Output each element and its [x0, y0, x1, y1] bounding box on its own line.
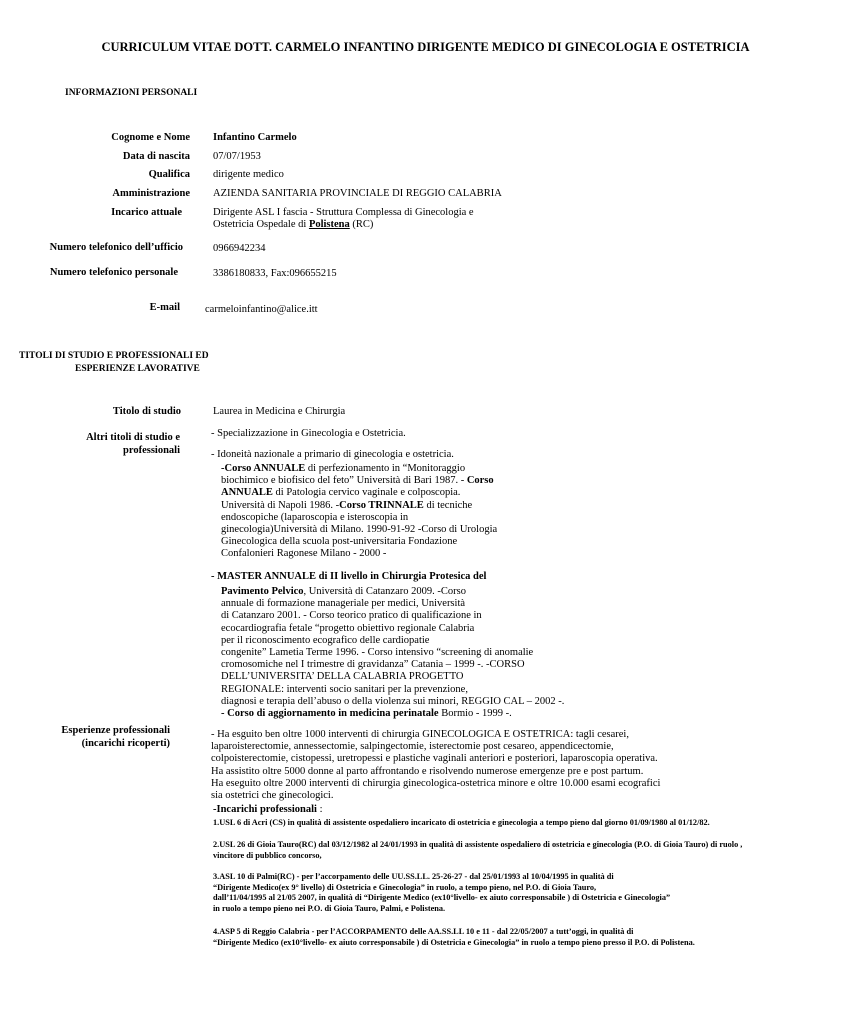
master-line: REGIONALE: interventi socio sanitari per la prevenzione, — [221, 683, 468, 695]
dob-label: Data di nascita — [122, 151, 190, 162]
office-phone-label: Numero telefonico dell’ufficio — [49, 242, 183, 253]
qualification-label: Qualifica — [148, 169, 190, 180]
course-line — [221, 463, 497, 475]
other-titles-label — [0, 431, 180, 457]
experience-line: sia ostetrici che ginecologici. — [211, 790, 334, 802]
office-phone-value: 0966942234 — [213, 243, 266, 254]
section-titles-line-2: ESPERIENZE LAVORATIVE — [75, 364, 200, 374]
course-title: Corso TRINNALE — [339, 499, 424, 511]
role-4-line: 4.ASP 5 di Reggio Calabria - per l’ACCORPAMENTO delle AA.SS.LL 10 e 11 - dal 22/05/2007 a tutt’oggi, in qualità di — [213, 927, 634, 936]
master-line — [221, 708, 564, 720]
perinatal-course-text: Bormio - 1999 -. — [438, 708, 512, 720]
dob-value: 07/07/1953 — [213, 151, 261, 162]
master-line: annuale di formazione manageriale per medici, Università — [221, 598, 466, 610]
course-line: Confalonieri Ragonese Milano - 2000 - — [221, 548, 387, 560]
master-line: per il riconoscimento ecografico delle cardiopatie — [221, 634, 430, 646]
section-titles-line-1: TITOLI DI STUDIO E PROFESSIONALI ED — [19, 351, 209, 361]
master-text: , Università di Catanzaro 2009. -Corso — [303, 586, 466, 597]
experience-line: Ha assistito oltre 5000 donne al parto affrontando e risolvendo numerose emergenze pre e post partum. — [211, 765, 644, 777]
experience-line: laparoisterectomie, annessectomie, salpingectomie, isterectomie post cesareo, appendicectomie, — [211, 741, 614, 753]
degree-label: Titolo di studio — [112, 406, 181, 417]
qualification-value: dirigente medico — [213, 169, 284, 180]
surname-label: Cognome e Nome — [111, 132, 190, 143]
current-role-value — [213, 207, 474, 231]
experience-line: colpoisterectomie, cistopessi, uretropessi e plastiche vaginali anteriori e posteriori, laparoscopia operativa. — [211, 753, 658, 765]
master-line — [221, 586, 564, 598]
course-line: Ginecologica della scuola post-universitaria Fondazione — [221, 536, 458, 548]
role-3-line: in ruolo a tempo pieno nei P.O. di Gioia Tauro, Palmi, e Polistena. — [213, 903, 446, 913]
master-line: di Catanzaro 2001. - Corso teorico pratico di qualificazione in — [221, 610, 482, 622]
experience-line: - Ha esguito ben oltre 1000 interventi di chirurgia GINECOLOGICA E OSTETRICA: tagli cesarei, — [211, 729, 629, 740]
master-line: diagnosi e terapia dell’abuso o della violenza sui minori, REGGIO CAL – 2002 -. — [221, 695, 565, 707]
hospital-name: Polistena — [308, 219, 350, 231]
current-role-line-1: Dirigente ASL I fascia - Struttura Complessa di Ginecologia e — [213, 207, 474, 218]
roles-heading-colon: : — [316, 804, 323, 815]
course-line: ginecologia)Università di Milano. 1990-91-92 -Corso di Urologia — [221, 524, 498, 536]
role-3-line: dall’11/04/1995 al 21/05 2007, in qualità di “Dirigente Medico (ex10°livello- ex aiuto corresponsabile ) di Ostetricia e Ginecologia” — [213, 893, 671, 903]
role-3 — [213, 872, 670, 914]
role-4-line: “Dirigente Medico (ex10°livello- ex aiuto corresponsabile ) di Ostetricia e Ginecologia” in ruolo a tempo pieno presso il P.O. di Polistena. — [213, 937, 695, 947]
course-text: di tecniche — [423, 499, 473, 511]
personal-phone-value: 3386180833, Fax:096655215 — [213, 268, 337, 279]
personal-phone-label: Numero telefonico personale — [49, 267, 178, 278]
master-line: congenite” Lametia Terme 1996. - Corso intensivo “screening di anomalie — [221, 647, 534, 659]
experience-label — [0, 724, 170, 750]
role-3-line: 3.ASL 10 di Palmi(RC) - per l’accorpamento delle UU.SS.LL. 25-26-27 - dal 25/01/1993 al 10/04/1995 in qualità di — [213, 872, 614, 881]
experience-line: Ha eseguito oltre 2000 interventi di chirurgia ginecologica-ostetrica minore e oltre 10.000 esami ecografici — [211, 777, 661, 789]
role-4 — [213, 927, 695, 948]
course-title: Corso — [466, 475, 494, 487]
role-2-line: 2.USL 26 di Gioia Tauro(RC) dal 03/12/1982 al 24/01/1993 in qualità di assistente ospedaliero di ostetricia e ginecologia (P.O. di Gioia Tauro) di ruolo , — [213, 840, 743, 849]
current-role-label: Incarico attuale — [111, 207, 182, 218]
perinatal-course-title: - Corso di aggiornamento in medicina perinatale — [221, 708, 439, 720]
roles-heading-text: -Incarichi professionali — [213, 804, 317, 815]
document-title: CURRICULUM VITAE DOTT. CARMELO INFANTINO DIRIGENTE MEDICO DI GINECOLOGIA E OSTETRICIA — [101, 40, 750, 54]
course-text: di perfezionamento in “Monitoraggio — [305, 463, 466, 474]
specialization: - Specializzazione in Ginecologia e Ostetricia. — [211, 428, 406, 439]
course-line — [221, 500, 497, 512]
role-2-line: vincitore di pubblico concorso, — [213, 850, 322, 860]
experience-label-line-2: (incarichi ricoperti) — [81, 738, 170, 749]
surname-value: Infantino Carmelo — [213, 132, 297, 143]
role-text-suffix: (RC) — [349, 219, 374, 231]
master-line: DELL’UNIVERSITA’ DELLA CALABRIA PROGETTO — [221, 671, 464, 683]
other-titles-label-line-2: professionali — [123, 445, 180, 456]
experience-label-line-1: Esperienze professionali — [61, 725, 170, 736]
master-line-1: - MASTER ANNUALE di II livello in Chirurgia Protesica del — [211, 571, 487, 582]
course-text: Università di Napoli 1986. - — [221, 499, 340, 511]
current-role-line-2 — [213, 219, 474, 231]
master-block — [221, 586, 564, 720]
other-titles-label-line-1: Altri titoli di studio e — [86, 432, 180, 443]
course-line: endoscopiche (laparoscopia e isteroscopia in — [221, 511, 409, 523]
administration-label: Amministrazione — [112, 188, 190, 199]
professional-roles-heading — [213, 804, 322, 816]
idoneita: - Idoneità nazionale a primario di ginecologia e ostetricia. — [211, 449, 454, 460]
administration-value: AZIENDA SANITARIA PROVINCIALE DI REGGIO CALABRIA — [213, 188, 502, 199]
course-line — [221, 487, 497, 499]
master-line: cromosomiche nel I trimestre di gravidanza” Catania – 1999 -. -CORSO — [221, 659, 525, 671]
experience-summary — [211, 729, 660, 802]
section-personal-info: INFORMAZIONI PERSONALI — [65, 88, 198, 98]
course-text: biochimico e biofisico del feto” Università di Bari 1987. - — [221, 475, 467, 487]
course-line — [221, 475, 497, 487]
course-title: ANNUALE — [221, 487, 273, 499]
role-3-line: “Dirigente Medico(ex 9° livello) di Ostetricia e Ginecologia” in ruolo, a tempo pieno, nel P.O. di Gioia Tauro, — [213, 882, 597, 892]
degree-value: Laurea in Medicina e Chirurgia — [213, 406, 346, 417]
role-2 — [213, 840, 742, 861]
course-title: -Corso ANNUALE — [221, 463, 306, 474]
course-text: di Patologia cervico vaginale e colposcopia. — [272, 487, 461, 499]
role-1: 1.USL 6 di Acri (CS) in qualità di assistente ospedaliero incaricato di ostetricia e ginecologia a tempo pieno dal giorno 01/09/1980 al 01/12/82. — [213, 818, 710, 827]
email-value: carmeloinfantino@alice.itt — [205, 304, 318, 315]
email-label: E-mail — [149, 302, 180, 313]
master-line: ecocardiografia fetale “progetto obiettivo regionale Calabria — [221, 622, 475, 634]
master-title: Pavimento Pelvico — [221, 586, 304, 597]
courses-block — [221, 463, 497, 561]
role-text: Ostetricia Ospedale di — [213, 219, 309, 231]
